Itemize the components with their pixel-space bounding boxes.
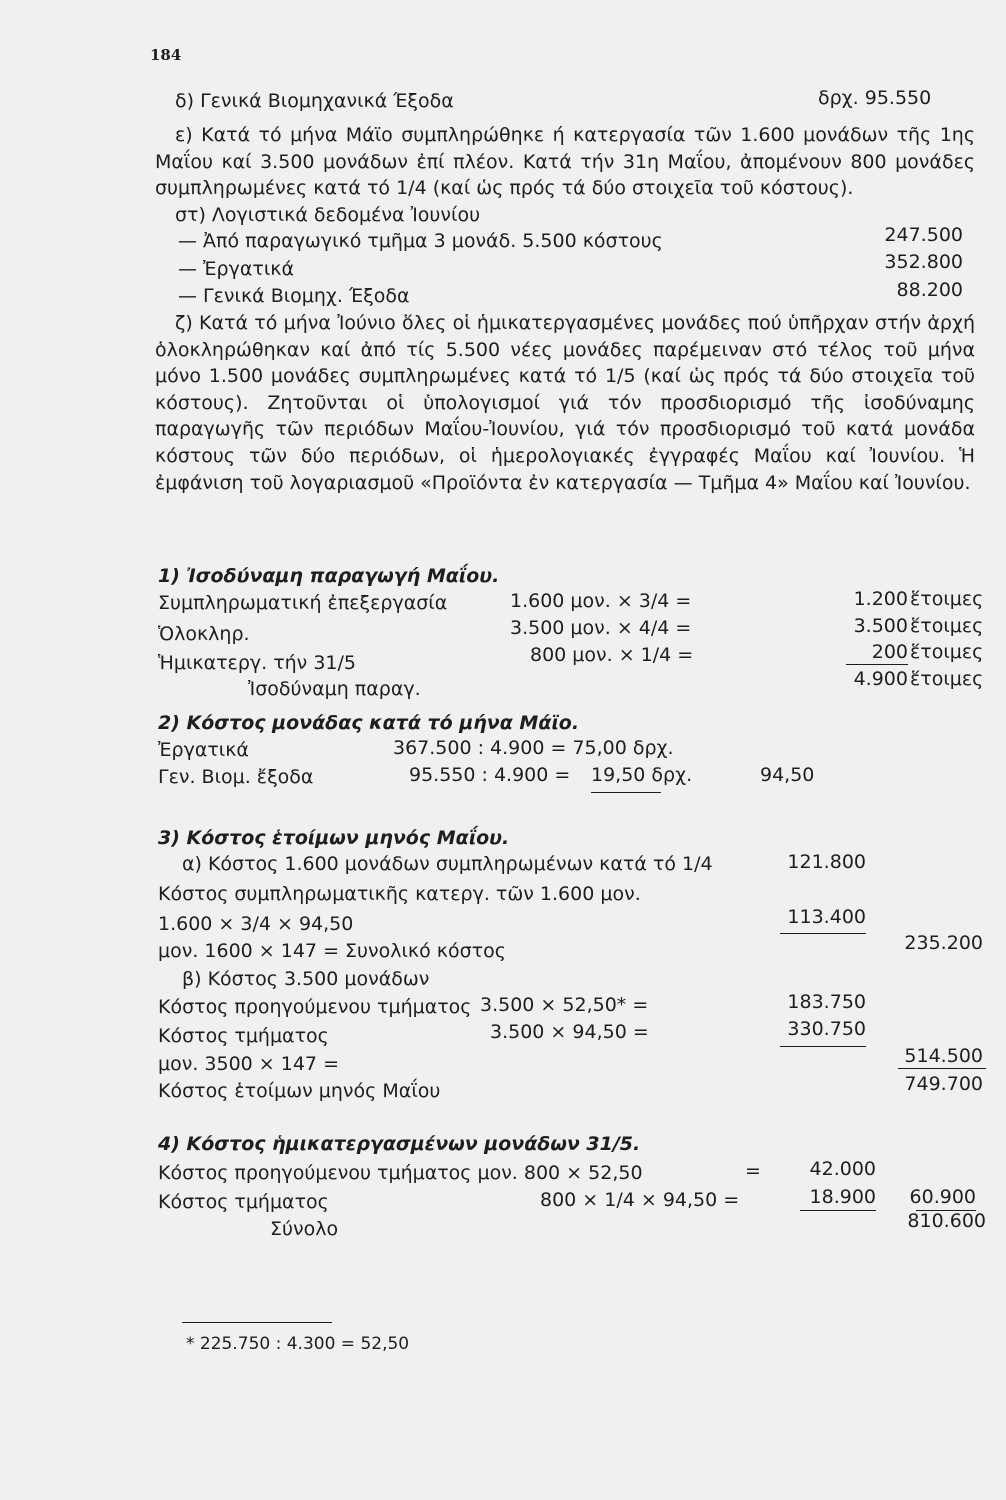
- st-item-1-value: 247.500: [884, 224, 963, 246]
- s3-b-line: β) Κόστος 3.500 μονάδων: [182, 968, 430, 990]
- section-3-heading: 3) Κόστος ἑτοίμων μηνός Μαΐου.: [158, 827, 510, 849]
- s1-row-2-calc: 3.500 μον. × 4/4 =: [510, 617, 692, 639]
- s1-row-3-unit: ἕτοιμες: [910, 641, 984, 663]
- s2-row-2-label: Γεν. Βιομ. ἔξοδα: [158, 766, 314, 788]
- s4-prev-label: Κόστος προηγούμενου τμήματος μον. 800 × 52,50: [158, 1162, 643, 1184]
- s3-b-dept-label: Κόστος τμήματος: [158, 1025, 329, 1047]
- s1-subtotal-rule: [846, 664, 908, 665]
- s1-total-value: 4.900: [853, 668, 908, 690]
- s4-dept-total: 60.900: [909, 1186, 976, 1208]
- s1-row-3-label: Ἡμικατεργ. τήν 31/5: [158, 652, 357, 674]
- s3-b-prev-label: Κόστος προηγούμενου τμήματος: [158, 996, 472, 1018]
- s1-row-2-value: 3.500: [853, 615, 908, 637]
- s4-prev-eq: =: [745, 1160, 761, 1182]
- s1-row-3-calc: 800 μον. × 1/4 =: [530, 644, 694, 666]
- s1-row-1-value: 1.200: [853, 588, 908, 610]
- s2-row-2-calc-b: 19,50 δρχ.: [591, 764, 693, 786]
- s3-final-label: Κόστος ἑτοίμων μηνός Μαΐου: [158, 1080, 441, 1102]
- s4-prev-value: 42.000: [809, 1158, 876, 1180]
- st-item-2-label: — Ἐργατικά: [178, 258, 294, 280]
- s3-b-dept-calc: 3.500 × 94,50 =: [490, 1021, 649, 1043]
- section-1-heading: 1) Ἰσοδύναμη παραγωγή Μαΐου.: [158, 565, 500, 587]
- footnote: * 225.750 : 4.300 = 52,50: [186, 1334, 410, 1354]
- s3-a-line4: μον. 1600 × 147 = Συνολικό κόστος: [158, 940, 506, 962]
- s1-row-1-label: Συμπληρωματική ἐπεξεργασία: [158, 592, 448, 614]
- s3-b-prev-calc: 3.500 × 52,50* =: [480, 994, 649, 1016]
- s1-row-1-unit: ἕτοιμες: [910, 588, 984, 610]
- item-d-label: δ) Γενικά Βιομηχανικά Έξοδα: [175, 90, 454, 112]
- footnote-rule: [182, 1322, 332, 1323]
- st-item-1-label: — Ἀπό παραγωγικό τμῆμα 3 μονάδ. 5.500 κόστους: [178, 230, 663, 252]
- item-d-value: δρχ. 95.550: [818, 87, 932, 109]
- s2-row-1-label: Ἐργατικά: [158, 739, 249, 761]
- s3-a-value3: 113.400: [787, 906, 866, 928]
- item-z-paragraph: ζ) Κατά τό μήνα Ἰούνιο ὅλες οἱ ἡμικατεργασμένες μονάδες πού ὑπῆρχαν στήν ἀρχή ὁλοκληρώθηκαν καί ἀπό τίς 5.500 νέες μονάδες παρέμειναν στό τέλος τοῦ μήνα μόνο 1.500 μονάδες συμπληρωμένες κατά τό 1/5 (καί ὡς πρός τά δύο στοιχεῖα τοῦ κόστους). Ζητοῦνται οἱ ὑπολογισμοί γιά τόν προσδιορισμό τῆς ἰσοδύναμης παραγωγῆς τῶν περιόδων Μαΐου-Ἰουνίου, γιά τόν προσδιορισμό τοῦ κατά μονάδα κόστους τῶν δύο περιόδων, οἱ ἡμερολογιακές ἐγγραφές Μαΐου καί Ἰουνίου. Ἡ ἐμφάνιση τοῦ λογαριασμοῦ «Προϊόντα ἐν κατεργασία — Τμῆμα 4» Μαΐου καί Ἰουνίου.: [155, 312, 975, 494]
- s3-final-rule: [898, 1068, 986, 1069]
- s4-dept-value: 18.900: [809, 1186, 876, 1208]
- page-number: 184: [150, 46, 182, 64]
- st-item-2-value: 352.800: [884, 251, 963, 273]
- s3-b-prev-value: 183.750: [787, 991, 866, 1013]
- s3-a-value: 121.800: [787, 851, 866, 873]
- s3-b-dept-value: 330.750: [787, 1018, 866, 1040]
- item-st-label: στ) Λογιστικά δεδομένα Ἰουνίου: [175, 204, 481, 226]
- s3-a-line: α) Κόστος 1.600 μονάδων συμπληρωμένων κατά τό 1/4: [182, 853, 713, 875]
- st-item-3-value: 88.200: [896, 279, 963, 301]
- s4-dept-calc: 800 × 1/4 × 94,50 =: [540, 1189, 740, 1211]
- s1-row-2-label: Ὁλοκληρ.: [158, 623, 250, 645]
- s3-b-line4: μον. 3500 × 147 =: [158, 1053, 339, 1075]
- s1-row-3-value: 200: [871, 641, 908, 663]
- s3-a-line3: 1.600 × 3/4 × 94,50: [158, 913, 354, 935]
- s4-dept-label: Κόστος τμήματος: [158, 1191, 329, 1213]
- section-4-heading: 4) Κόστος ἡμικατεργασμένων μονάδων 31/5.: [158, 1133, 641, 1155]
- s4-sum-label: Σύνολο: [270, 1218, 339, 1240]
- s3-b-total: 514.500: [904, 1045, 983, 1067]
- s2-sum-rule: [591, 792, 661, 793]
- s1-row-2-unit: ἕτοιμες: [910, 615, 984, 637]
- s1-total-label: Ἰσοδύναμη παραγ.: [248, 678, 421, 700]
- s2-total: 94,50: [760, 764, 815, 786]
- item-e-paragraph: ε) Κατά τό μήνα Μάϊο συμπληρώθηκε ή κατεργασία τῶν 1.600 μονάδων τῆς 1ης Μαΐου καί 3.500 μονάδων ἐπί πλέον. Κατά τήν 31η Μαΐου, ἀπομένουν 800 μονάδες συμπληρωμένες κατά τό 1/4 (καί ὡς πρός τά δύο στοιχεῖα τοῦ κόστους).: [155, 124, 975, 200]
- s1-row-1-calc: 1.600 μον. × 3/4 =: [510, 590, 692, 612]
- section-2-heading: 2) Κόστος μονάδας κατά τό μήνα Μάϊο.: [158, 712, 580, 734]
- s4-sum-value: 810.600: [907, 1210, 986, 1232]
- s2-row-2-calc-a: 95.550 : 4.900 =: [409, 764, 571, 786]
- s1-total-unit: ἕτοιμες: [910, 668, 984, 690]
- s2-row-1-calc: 367.500 : 4.900 = 75,00 δρχ.: [393, 737, 674, 759]
- st-item-3-label: — Γενικά Βιομηχ. Έξοδα: [178, 285, 410, 307]
- s3-final-total: 749.700: [904, 1073, 983, 1095]
- s3-a-line2: Κόστος συμπληρωματικῆς κατεργ. τῶν 1.600 μον.: [158, 883, 641, 905]
- s3-a-total: 235.200: [904, 932, 983, 954]
